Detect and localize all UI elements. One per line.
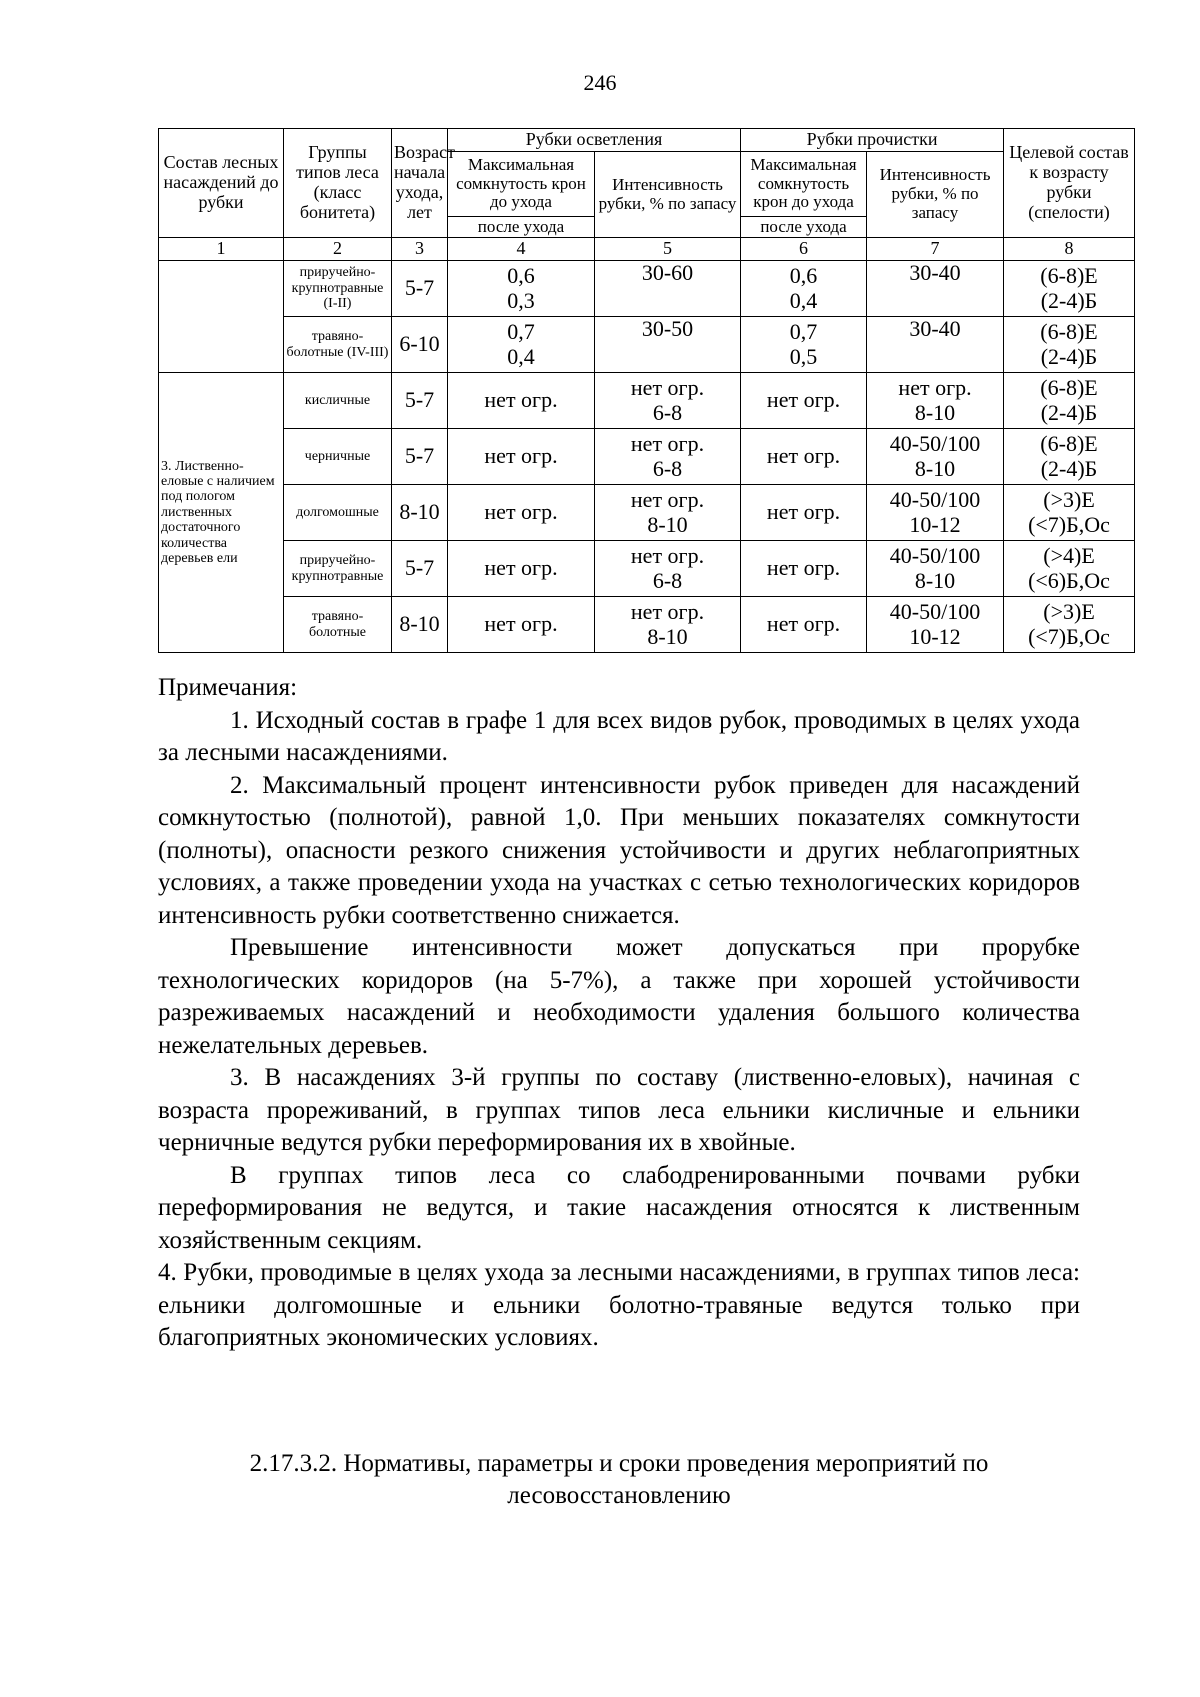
max-density-osvetlenie: 0,6 0,3 bbox=[448, 261, 595, 317]
note-paragraph-5: В группах типов леса со слабодренированными почвами рубки переформирования не ведутся, и такие насаждения относятся к лиственным хозяйственным секциям. bbox=[158, 1161, 1080, 1254]
header-max-density-prochistka: Максимальная сомкнутость крон до ухода bbox=[741, 152, 867, 217]
max-density-prochistka: нет огр. bbox=[741, 541, 867, 597]
intensity-osvetlenie: нет огр. 6-8 bbox=[595, 373, 741, 429]
forest-type: приручейно-крупнотравные bbox=[284, 541, 392, 597]
header-prochistka: Рубки прочистки bbox=[741, 129, 1004, 152]
col-number-7: 7 bbox=[867, 238, 1004, 261]
forest-type: приручейно-крупнотравные (I-II) bbox=[284, 261, 392, 317]
max-density-prochistka: 0,6 0,4 bbox=[741, 261, 867, 317]
header-max-density-osvetlenie: Максимальная сомкнутость крон до ухода bbox=[448, 152, 595, 217]
header-intensity-prochistka: Интенсивность рубки, % по запасу bbox=[867, 152, 1004, 238]
intensity-prochistka: 30-40 bbox=[867, 317, 1004, 373]
col-number-3: 3 bbox=[392, 238, 448, 261]
intensity-osvetlenie: нет огр. 8-10 bbox=[595, 485, 741, 541]
group-b-label: 3. Лиственно-еловые с наличием под пологом лиственных достаточного количества деревьев ели bbox=[159, 373, 284, 653]
col-number-5: 5 bbox=[595, 238, 741, 261]
intensity-osvetlenie: нет огр. 6-8 bbox=[595, 429, 741, 485]
note-paragraph-2: 2. Максимальный процент интенсивности рубок приведен для насаждений сомкнутостью (полнотой), равной 1,0. При меньших показателях сомкнутости (полноты), опасности резкого снижения устойчивости и других неблагоприятных условиях, а также проведении ухода на участках с сетью технологических коридоров интенсивность рубки соответственно снижается. bbox=[158, 771, 1080, 929]
intensity-prochistka: 40-50/100 10-12 bbox=[867, 485, 1004, 541]
table-row bbox=[159, 429, 1135, 485]
target-composition: (>3)Е (<7)Б,Ос bbox=[1004, 485, 1135, 541]
target-composition: (6-8)Е (2-4)Б bbox=[1004, 373, 1135, 429]
page-number: 246 bbox=[583, 70, 617, 95]
table-row bbox=[159, 541, 1135, 597]
header-target-composition: Целевой состав к возрасту рубки (спелости) bbox=[1004, 129, 1135, 238]
intensity-prochistka: 40-50/100 10-12 bbox=[867, 597, 1004, 653]
table-row bbox=[159, 485, 1135, 541]
column-numbers-row bbox=[159, 238, 1135, 261]
header-osvetlenie: Рубки осветления bbox=[448, 129, 741, 152]
forest-type: травяно-болотные bbox=[284, 597, 392, 653]
header-composition: Состав лесных насаждений до рубки bbox=[159, 129, 284, 238]
table-row bbox=[159, 373, 1135, 429]
table-row bbox=[159, 317, 1135, 373]
intensity-osvetlenie: нет огр. 8-10 bbox=[595, 597, 741, 653]
target-composition: (>4)Е (<6)Б,Ос bbox=[1004, 541, 1135, 597]
table-row bbox=[159, 261, 1135, 317]
max-density-prochistka: нет огр. bbox=[741, 597, 867, 653]
header-intensity-osvetlenie: Интенсивность рубки, % по запасу bbox=[595, 152, 741, 238]
col-number-8: 8 bbox=[1004, 238, 1135, 261]
intensity-osvetlenie: 30-60 bbox=[595, 261, 741, 317]
forest-type: кисличные bbox=[284, 373, 392, 429]
start-age: 5-7 bbox=[392, 429, 448, 485]
max-density-prochistka: 0,7 0,5 bbox=[741, 317, 867, 373]
start-age: 6-10 bbox=[392, 317, 448, 373]
header-row-1 bbox=[159, 129, 1135, 152]
forest-care-table bbox=[158, 128, 1135, 653]
target-composition: (>3)Е (<7)Б,Ос bbox=[1004, 597, 1135, 653]
group-a-label bbox=[159, 261, 284, 373]
forest-type: долгомошные bbox=[284, 485, 392, 541]
start-age: 8-10 bbox=[392, 597, 448, 653]
col-number-2: 2 bbox=[284, 238, 392, 261]
header-forest-type-groups: Группы типов леса (класс бонитета) bbox=[284, 129, 392, 238]
intensity-prochistka: 30-40 bbox=[867, 261, 1004, 317]
notes-section bbox=[158, 672, 1080, 1355]
forest-type: травяно-болотные (IV-III) bbox=[284, 317, 392, 373]
start-age: 5-7 bbox=[392, 261, 448, 317]
note-paragraph-6: 4. Рубки, проводимые в целях ухода за лесными насаждениями, в группах типов леса: ельники долгомошные и ельники болотно-травяные ведутся только при благоприятных экономических условиях. bbox=[158, 1259, 1080, 1351]
section-heading: 2.17.3.2. Нормативы, параметры и сроки проведения мероприятий по лесовосстановлению bbox=[249, 1450, 989, 1509]
intensity-prochistka: 40-50/100 8-10 bbox=[867, 429, 1004, 485]
header-start-age: Возраст начала ухода, лет bbox=[392, 129, 448, 238]
intensity-osvetlenie: нет огр. 6-8 bbox=[595, 541, 741, 597]
intensity-prochistka: 40-50/100 8-10 bbox=[867, 541, 1004, 597]
target-composition: (6-8)Е (2-4)Б bbox=[1004, 429, 1135, 485]
note-paragraph-1: 1. Исходный состав в графе 1 для всех видов рубок, проводимых в целях ухода за лесными насаждениями. bbox=[158, 706, 1080, 766]
max-density-osvetlenie: нет огр. bbox=[448, 429, 595, 485]
max-density-prochistka: нет огр. bbox=[741, 373, 867, 429]
max-density-osvetlenie: нет огр. bbox=[448, 485, 595, 541]
max-density-osvetlenie: 0,7 0,4 bbox=[448, 317, 595, 373]
max-density-osvetlenie: нет огр. bbox=[448, 373, 595, 429]
start-age: 5-7 bbox=[392, 541, 448, 597]
target-composition: (6-8)Е (2-4)Б bbox=[1004, 317, 1135, 373]
max-density-osvetlenie: нет огр. bbox=[448, 541, 595, 597]
start-age: 8-10 bbox=[392, 485, 448, 541]
start-age: 5-7 bbox=[392, 373, 448, 429]
max-density-prochistka: нет огр. bbox=[741, 485, 867, 541]
max-density-osvetlenie: нет огр. bbox=[448, 597, 595, 653]
header-after-care-osvetlenie: после ухода bbox=[448, 217, 595, 238]
table-row bbox=[159, 597, 1135, 653]
max-density-prochistka: нет огр. bbox=[741, 429, 867, 485]
note-paragraph-3: Превышение интенсивности может допускаться при прорубке технологических коридоров (на 5-7%), а также при хорошей устойчивости разреживаемых насаждений и необходимости удаления большого количества нежелательных деревьев. bbox=[158, 934, 1080, 1059]
forest-type: черничные bbox=[284, 429, 392, 485]
intensity-prochistka: нет огр. 8-10 bbox=[867, 373, 1004, 429]
intensity-osvetlenie: 30-50 bbox=[595, 317, 741, 373]
col-number-6: 6 bbox=[741, 238, 867, 261]
note-paragraph-4: 3. В насаждениях 3-й группы по составу (лиственно-еловых), начиная с возраста прореживаний, в группах типов леса ельники кисличные и ельники черничные ведутся рубки переформирования их в хвойные. bbox=[158, 1064, 1080, 1156]
notes-title: Примечания: bbox=[158, 674, 298, 701]
col-number-1: 1 bbox=[159, 238, 284, 261]
target-composition: (6-8)Е (2-4)Б bbox=[1004, 261, 1135, 317]
col-number-4: 4 bbox=[448, 238, 595, 261]
header-after-care-prochistka: после ухода bbox=[741, 217, 867, 238]
